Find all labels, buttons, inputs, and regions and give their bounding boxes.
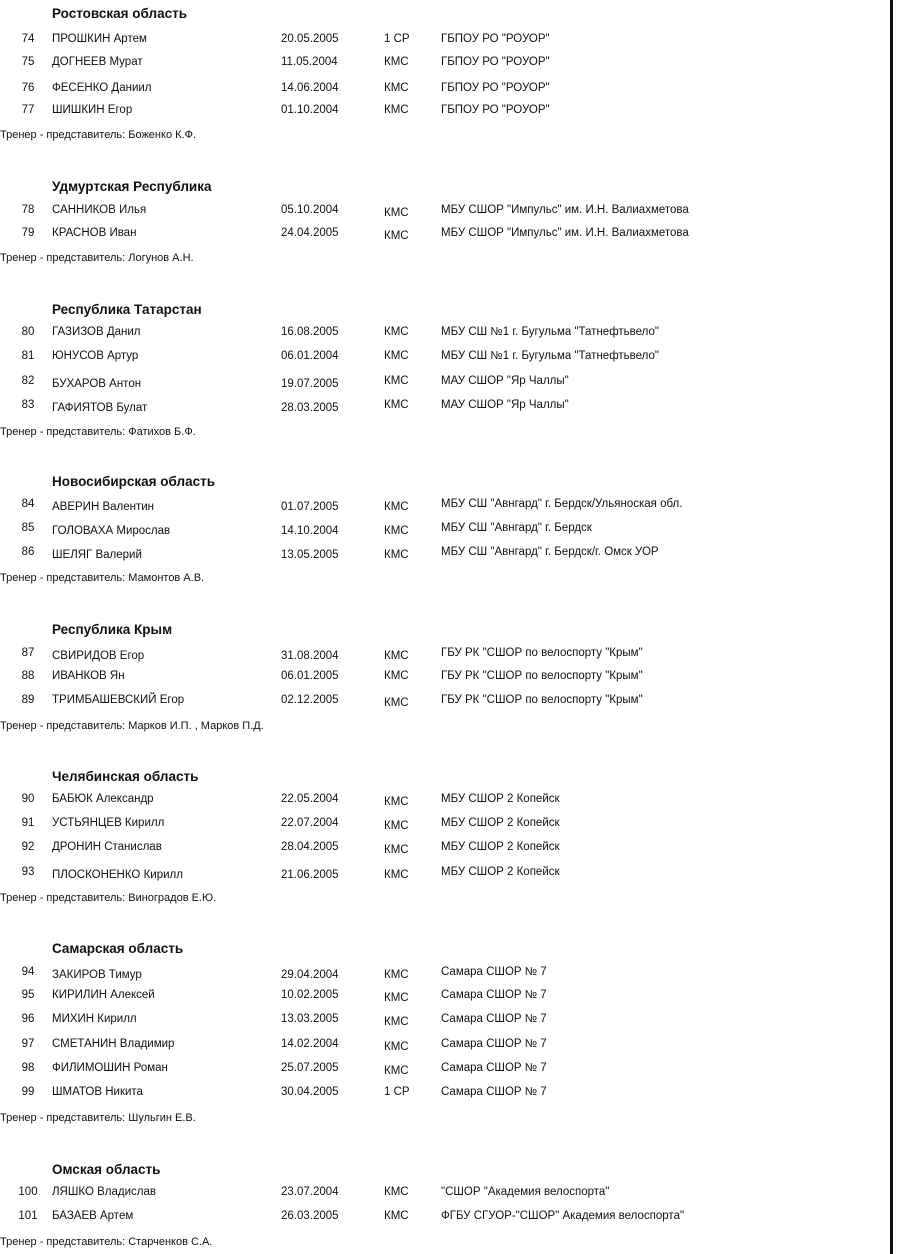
- athlete-name: ШМАТОВ Никита: [52, 1086, 143, 1098]
- athlete-row: [0, 1062, 890, 1080]
- athlete-name: ДРОНИН Станислав: [52, 841, 162, 853]
- athlete-row: [0, 1038, 890, 1056]
- athlete-number: 80: [21, 326, 35, 338]
- athlete-row: [0, 104, 890, 122]
- athlete-birth-date: 22.05.2004: [281, 793, 339, 805]
- athlete-birth-date: 23.07.2004: [281, 1186, 339, 1198]
- athlete-number: 74: [21, 33, 35, 45]
- athlete-row: [0, 227, 890, 245]
- athlete-rank: КМС: [384, 1041, 409, 1053]
- athlete-birth-date: 06.01.2004: [281, 350, 339, 362]
- athlete-birth-date: 31.08.2004: [281, 650, 339, 662]
- athlete-organization: ГБУ РК "СШОР по велоспорту "Крым": [441, 670, 643, 682]
- athlete-birth-date: 10.02.2005: [281, 989, 339, 1001]
- region-title: Удмуртская Республика: [52, 179, 212, 194]
- athlete-rank: КМС: [384, 697, 409, 709]
- athlete-organization: МАУ СШОР "Яр Чаллы": [441, 399, 569, 411]
- athlete-name: СМЕТАНИН Владимир: [52, 1038, 175, 1050]
- athlete-rank: 1 СР: [384, 33, 410, 45]
- athlete-rank: КМС: [384, 1016, 409, 1028]
- athlete-organization: МАУ СШОР "Яр Чаллы": [441, 375, 569, 387]
- athlete-number: 86: [21, 546, 35, 558]
- trainer-representative: Тренер - представитель: Шульгин Е.В.: [0, 1112, 196, 1124]
- athlete-row: [0, 1186, 890, 1204]
- athlete-row: [0, 841, 890, 859]
- athlete-number: 85: [21, 522, 35, 534]
- athlete-organization: МБУ СШ №1 г. Бугульма "Татнефтьвело": [441, 350, 659, 362]
- athlete-number: 94: [21, 966, 35, 978]
- athlete-name: ТРИМБАШЕВСКИЙ Егор: [52, 694, 185, 706]
- athlete-name: ИВАНКОВ Ян: [52, 670, 125, 682]
- athlete-number: 96: [21, 1013, 35, 1025]
- athlete-birth-date: 13.05.2005: [281, 549, 339, 561]
- athlete-row: [0, 670, 890, 688]
- athlete-birth-date: 28.03.2005: [281, 402, 339, 414]
- athlete-birth-date: 20.05.2005: [281, 33, 339, 45]
- athlete-name: САННИКОВ Илья: [52, 204, 147, 216]
- trainer-representative: Тренер - представитель: Марков И.П. , Марков П.Д.: [0, 720, 264, 732]
- athlete-number: 87: [21, 647, 35, 659]
- athlete-organization: МБУ СШ "Авнгард" г. Бердск/г. Омск УОР: [441, 546, 659, 558]
- athlete-number: 81: [21, 350, 35, 362]
- athlete-row: [0, 1013, 890, 1031]
- athlete-number: 83: [21, 399, 35, 411]
- athlete-row: [0, 204, 890, 222]
- trainer-representative: Тренер - представитель: Боженко К.Ф.: [0, 129, 196, 141]
- athlete-rank: КМС: [384, 350, 409, 362]
- athlete-name: ЗАКИРОВ Тимур: [52, 969, 142, 981]
- athlete-number: 90: [21, 793, 35, 805]
- athlete-name: ШИШКИН Егор: [52, 104, 133, 116]
- athlete-organization: ГБПОУ РО "РОУОР": [441, 33, 550, 45]
- region-title: Республика Крым: [52, 622, 173, 637]
- athlete-number: 99: [21, 1086, 35, 1098]
- trainer-representative: Тренер - представитель: Мамонтов А.В.: [0, 572, 205, 584]
- athlete-name: ФЕСЕНКО Даниил: [52, 82, 152, 94]
- athlete-organization: МБУ СШОР 2 Копейск: [441, 841, 560, 853]
- athlete-organization: Самара СШОР № 7: [441, 1013, 547, 1025]
- athlete-organization: МБУ СШ "Авнгард" г. Бердск/Ульяноская обл.: [441, 498, 683, 510]
- athlete-organization: Самара СШОР № 7: [441, 1038, 547, 1050]
- athlete-organization: ГБУ РК "СШОР по велоспорту "Крым": [441, 694, 643, 706]
- athlete-number: 79: [21, 227, 35, 239]
- athlete-rank: КМС: [384, 1186, 409, 1198]
- athlete-name: УСТЬЯНЦЕВ Кирилл: [52, 817, 165, 829]
- athlete-organization: Самара СШОР № 7: [441, 1062, 547, 1074]
- athlete-row: [0, 989, 890, 1007]
- athlete-number: 98: [21, 1062, 35, 1074]
- athlete-birth-date: 14.02.2004: [281, 1038, 339, 1050]
- athlete-row: [0, 793, 890, 811]
- athlete-name: ШЕЛЯГ Валерий: [52, 549, 142, 561]
- trainer-representative: Тренер - представитель: Виноградов Е.Ю.: [0, 892, 217, 904]
- athlete-rank: КМС: [384, 869, 409, 881]
- athlete-rank: КМС: [384, 56, 409, 68]
- athlete-birth-date: 26.03.2005: [281, 1210, 339, 1222]
- athlete-name: ДОГНЕЕВ Мурат: [52, 56, 143, 68]
- athlete-name: ГАФИЯТОВ Булат: [52, 402, 148, 414]
- athlete-birth-date: 25.07.2005: [281, 1062, 339, 1074]
- athlete-birth-date: 02.12.2005: [281, 694, 339, 706]
- athlete-rank: КМС: [384, 82, 409, 94]
- athlete-number: 89: [21, 694, 35, 706]
- athlete-rank: КМС: [384, 104, 409, 116]
- athlete-rank: КМС: [384, 1065, 409, 1077]
- athlete-name: КИРИЛИН Алексей: [52, 989, 155, 1001]
- athlete-rank: КМС: [384, 230, 409, 242]
- athlete-birth-date: 28.04.2005: [281, 841, 339, 853]
- athlete-birth-date: 30.04.2005: [281, 1086, 339, 1098]
- athlete-birth-date: 13.03.2005: [281, 1013, 339, 1025]
- athlete-row: [0, 375, 890, 393]
- athlete-organization: ГБПОУ РО "РОУОР": [441, 56, 550, 68]
- athlete-name: ПЛОСКОНЕНКО Кирилл: [52, 869, 183, 881]
- athlete-birth-date: 19.07.2005: [281, 378, 339, 390]
- athlete-name: ГОЛОВАХА Мирослав: [52, 525, 171, 537]
- athlete-birth-date: 21.06.2005: [281, 869, 339, 881]
- athlete-name: ЮНУСОВ Артур: [52, 350, 139, 362]
- athlete-birth-date: 16.08.2005: [281, 326, 339, 338]
- athlete-organization: ГБПОУ РО "РОУОР": [441, 104, 550, 116]
- athlete-organization: МБУ СШОР 2 Копейск: [441, 866, 560, 878]
- athlete-organization: ФГБУ СГУОР-"СШОР" Академия велоспорта": [441, 1210, 685, 1222]
- athlete-row: [0, 56, 890, 74]
- athlete-organization: Самара СШОР № 7: [441, 1086, 547, 1098]
- athlete-rank: КМС: [384, 549, 409, 561]
- athlete-rank: КМС: [384, 820, 409, 832]
- athlete-row: [0, 647, 890, 665]
- athlete-number: 78: [21, 204, 35, 216]
- athlete-rank: КМС: [384, 207, 409, 219]
- athlete-rank: КМС: [384, 670, 409, 682]
- athlete-row: [0, 1210, 890, 1228]
- athlete-organization: МБУ СШ №1 г. Бугульма "Татнефтьвело": [441, 326, 659, 338]
- trainer-representative: Тренер - представитель: Фатихов Б.Ф.: [0, 426, 196, 438]
- athlete-name: ФИЛИМОШИН Роман: [52, 1062, 168, 1074]
- athlete-birth-date: 14.10.2004: [281, 525, 339, 537]
- region-title: Самарская область: [52, 941, 184, 956]
- athlete-rank: КМС: [384, 501, 409, 513]
- athlete-row: [0, 326, 890, 344]
- athlete-organization: ГБПОУ РО "РОУОР": [441, 82, 550, 94]
- region-title: Омская область: [52, 1162, 161, 1177]
- athlete-birth-date: 01.07.2005: [281, 501, 339, 513]
- athlete-row: [0, 546, 890, 564]
- athlete-row: [0, 817, 890, 835]
- athlete-number: 84: [21, 498, 35, 510]
- athlete-rank: КМС: [384, 1210, 409, 1222]
- athlete-name: ПРОШКИН Артем: [52, 33, 147, 45]
- athlete-name: КРАСНОВ Иван: [52, 227, 137, 239]
- athlete-rank: КМС: [384, 992, 409, 1004]
- athlete-rank: КМС: [384, 650, 409, 662]
- athlete-row: [0, 966, 890, 984]
- athlete-rank: КМС: [384, 525, 409, 537]
- athlete-row: [0, 694, 890, 712]
- athlete-rank: КМС: [384, 969, 409, 981]
- athlete-birth-date: 06.01.2005: [281, 670, 339, 682]
- athlete-birth-date: 24.04.2005: [281, 227, 339, 239]
- region-title: Новосибирская область: [52, 474, 216, 489]
- athlete-row: [0, 866, 890, 884]
- trainer-representative: Тренер - представитель: Логунов А.Н.: [0, 252, 194, 264]
- athlete-name: МИХИН Кирилл: [52, 1013, 137, 1025]
- region-title: Республика Татарстан: [52, 302, 202, 317]
- athlete-rank: КМС: [384, 399, 409, 411]
- athlete-organization: Самара СШОР № 7: [441, 966, 547, 978]
- athlete-organization: МБУ СШ "Авнгард" г. Бердск: [441, 522, 592, 534]
- athlete-birth-date: 22.07.2004: [281, 817, 339, 829]
- athlete-row: [0, 522, 890, 540]
- athlete-rank: КМС: [384, 375, 409, 387]
- athlete-number: 95: [21, 989, 35, 1001]
- athlete-name: БАЗАЕВ Артем: [52, 1210, 134, 1222]
- athlete-birth-date: 11.05.2004: [281, 56, 338, 68]
- athlete-name: БУХАРОВ Антон: [52, 378, 142, 390]
- athlete-row: [0, 350, 890, 368]
- athlete-organization: ГБУ РК "СШОР по велоспорту "Крым": [441, 647, 643, 659]
- athlete-number: 91: [21, 817, 35, 829]
- athlete-number: 82: [21, 375, 35, 387]
- athlete-row: [0, 33, 890, 51]
- athlete-rank: КМС: [384, 796, 409, 808]
- athlete-organization: Самара СШОР № 7: [441, 989, 547, 1001]
- athlete-number: 92: [21, 841, 35, 853]
- athlete-number: 88: [21, 670, 35, 682]
- athlete-organization: "СШОР "Академия велоспорта": [441, 1186, 610, 1198]
- athlete-organization: МБУ СШОР "Импульс" им. И.Н. Валиахметова: [441, 227, 689, 239]
- athlete-number: 75: [21, 56, 35, 68]
- athlete-rank: 1 СР: [384, 1086, 410, 1098]
- athlete-rank: КМС: [384, 326, 409, 338]
- athlete-birth-date: 01.10.2004: [281, 104, 339, 116]
- region-title: Челябинская область: [52, 769, 199, 784]
- athlete-row: [0, 498, 890, 516]
- athlete-name: ГАЗИЗОВ Данил: [52, 326, 141, 338]
- athlete-birth-date: 14.06.2004: [281, 82, 339, 94]
- athlete-row: [0, 82, 890, 100]
- region-title: Ростовская область: [52, 6, 188, 21]
- athlete-organization: МБУ СШОР 2 Копейск: [441, 817, 560, 829]
- athlete-number: 100: [18, 1186, 38, 1198]
- athlete-number: 101: [18, 1210, 38, 1222]
- athlete-name: СВИРИДОВ Егор: [52, 650, 145, 662]
- athlete-organization: МБУ СШОР "Импульс" им. И.Н. Валиахметова: [441, 204, 689, 216]
- athlete-name: АВЕРИН Валентин: [52, 501, 155, 513]
- athlete-name: БАБЮК Александр: [52, 793, 154, 805]
- athlete-number: 93: [21, 866, 35, 878]
- athlete-rank: КМС: [384, 844, 409, 856]
- athlete-organization: МБУ СШОР 2 Копейск: [441, 793, 560, 805]
- athlete-row: [0, 1086, 890, 1104]
- athlete-birth-date: 05.10.2004: [281, 204, 339, 216]
- athlete-number: 76: [21, 82, 35, 94]
- athlete-name: ЛЯШКО Владислав: [52, 1186, 156, 1198]
- athlete-row: [0, 399, 890, 417]
- athlete-number: 77: [21, 104, 35, 116]
- athlete-birth-date: 29.04.2004: [281, 969, 339, 981]
- athlete-number: 97: [21, 1038, 35, 1050]
- trainer-representative: Тренер - представитель: Старченков С.А.: [0, 1236, 213, 1248]
